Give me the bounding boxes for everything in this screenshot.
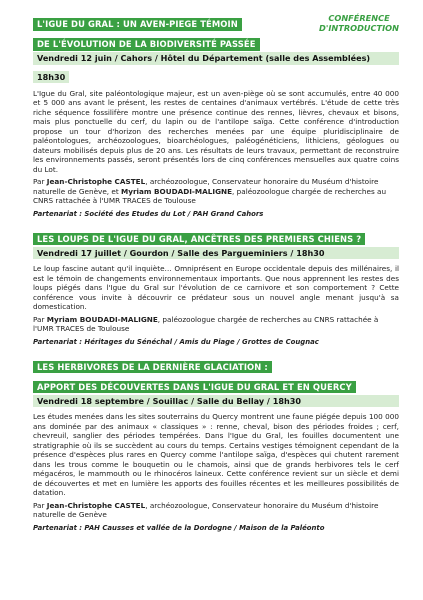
conference-label xyxy=(319,13,399,33)
speaker-title: , paléozoologue chargée de recherches au CNRS rattachée à l'UMR TRACES de Toulouse xyxy=(33,186,387,205)
section-title-line: APPORT DES DÉCOUVERTES DANS L'IGUE DU GRAL ET EN QUERCY xyxy=(33,381,356,394)
conference-label-line1: CONFÉRENCE xyxy=(328,13,390,23)
speaker-title: , archéozoologue, Conservateur honoraire du Muséum d'histoire naturelle de Genève xyxy=(33,500,379,519)
section-title-line: LES HERBIVORES DE LA DERNIÈRE GLACIATION : xyxy=(33,361,272,374)
byline-prefix: Par xyxy=(33,177,47,186)
section-body: Le loup fascine autant qu'il inquiète… Omniprésent en Europe occidentale depuis des millénaires, il est le témoin de changements environnementaux importants. Que nous apprennent les restes des loups piégés dans l'Igue du Gral sur l'évolution de ce carnivore et son comportement ? Cette conférence vous invite à découvrir ce prédateur sous un nouvel angle menant jusqu'à sa domestication. xyxy=(33,264,399,311)
section-body: Les études menées dans les sites souterrains du Quercy montrent une faune piégée depuis 100 000 ans dominée par des animaux « classiques » : renne, cheval, bison des périodes froides ; cerf, chevreuil, sanglier des périodes tempérées. Dans l'Igue du Gral, les fouilles documentent une stratigraphie où ils se succèdent au cours du temps. Certains vestiges témoignent cependant de la présence d'espèces plus rares en Quercy comme l'antilope saïga, d'espèces qui chutent rarement dans les trous comme le bouquetin ou le chamois, ainsi que de grands herbivores tels le cerf mégacéros, le mammouth ou le rhinocéros laineux. Cette conférence revient sur un siècle et demi de découvertes et met en lumière les apports des fouilles récentes et les meilleures possibilités de datation. xyxy=(33,412,399,497)
section-title-line: DE L'ÉVOLUTION DE LA BIODIVERSITÉ PASSÉE xyxy=(33,38,260,51)
speaker-title: , paléozoologue chargée de recherches au CNRS rattachée à l'UMR TRACES de Toulouse xyxy=(33,314,379,333)
conference-section-1 xyxy=(33,12,399,219)
byline-prefix: Par xyxy=(33,314,47,324)
speaker-byline xyxy=(33,177,399,206)
partnership-line: Partenariat : PAH Causses et vallée de la Dordogne / Maison de la Paléonto xyxy=(33,523,325,532)
speaker-name: Jean-Christophe CASTEL xyxy=(46,500,146,510)
section-title-line: L'IGUE DU GRAL : UN AVEN-PIEGE TÉMOIN xyxy=(33,18,242,31)
section-body: L'Igue du Gral, site paléontologique majeur, est un aven-piège où se sont accumulés, entre 40 000 et 5 000 ans avant le présent, les restes de centaines d'animaux vertébrés. L'étude de cette très riche séquence fossilifère montre une présence continue des rennes, lièvres, chevaux et bisons, mais plus ponctuelle du cerf, du lapin ou de l'antilope saïga. Cette conférence d'introduction propose un tour d'horizon des recherches menées par une équipe pluridisciplinaire de paléontologues, archéozoologues, bioarchéologues, paléogénéticiens, lithiciens, géologues ou dateurs mobilisés depuis plus de 20 ans. Les résultats de leurs travaux, permettant de reconstruire les environnements passés, seront présentés lors de cinq conférences mensuelles aux quatre coins du Lot. xyxy=(33,88,399,174)
conference-section-2 xyxy=(33,227,399,347)
page xyxy=(33,12,399,539)
byline-prefix: Par xyxy=(33,500,47,510)
event-date-bar: Vendredi 17 juillet / Gourdon / Salle des Pargueminiers / 18h30 xyxy=(33,247,399,260)
partnership-line: Partenariat : Héritages du Sénéchal / Amis du Piage / Grottes de Cougnac xyxy=(33,337,319,346)
event-date-bar: Vendredi 12 juin / Cahors / Hôtel du Département (salle des Assemblées) xyxy=(33,52,399,65)
speaker-name: Myriam BOUDADI-MALIGNE xyxy=(46,314,158,324)
speaker-name: Myriam BOUDADI-MALIGNE xyxy=(121,186,233,196)
event-date-bar: Vendredi 18 septembre / Souillac / Salle du Bellay / 18h30 xyxy=(33,395,399,408)
speaker-name: Jean-Christophe CASTEL xyxy=(46,177,146,186)
speaker-byline xyxy=(33,315,399,334)
speaker-byline xyxy=(33,501,399,520)
conference-section-3 xyxy=(33,355,399,533)
speaker-title: , archéozoologue, Conservateur honoraire du Muséum d'histoire naturelle de Genève, et xyxy=(33,177,379,196)
event-time: 18h30 xyxy=(33,71,69,84)
section-title-line: LES LOUPS DE L'IGUE DU GRAL, ANCÊTRES DES PREMIERS CHIENS ? xyxy=(33,233,365,246)
partnership-line: Partenariat : Société des Etudes du Lot / PAH Grand Cahors xyxy=(33,209,264,218)
conference-label-line2: D'INTRODUCTION xyxy=(319,23,399,33)
